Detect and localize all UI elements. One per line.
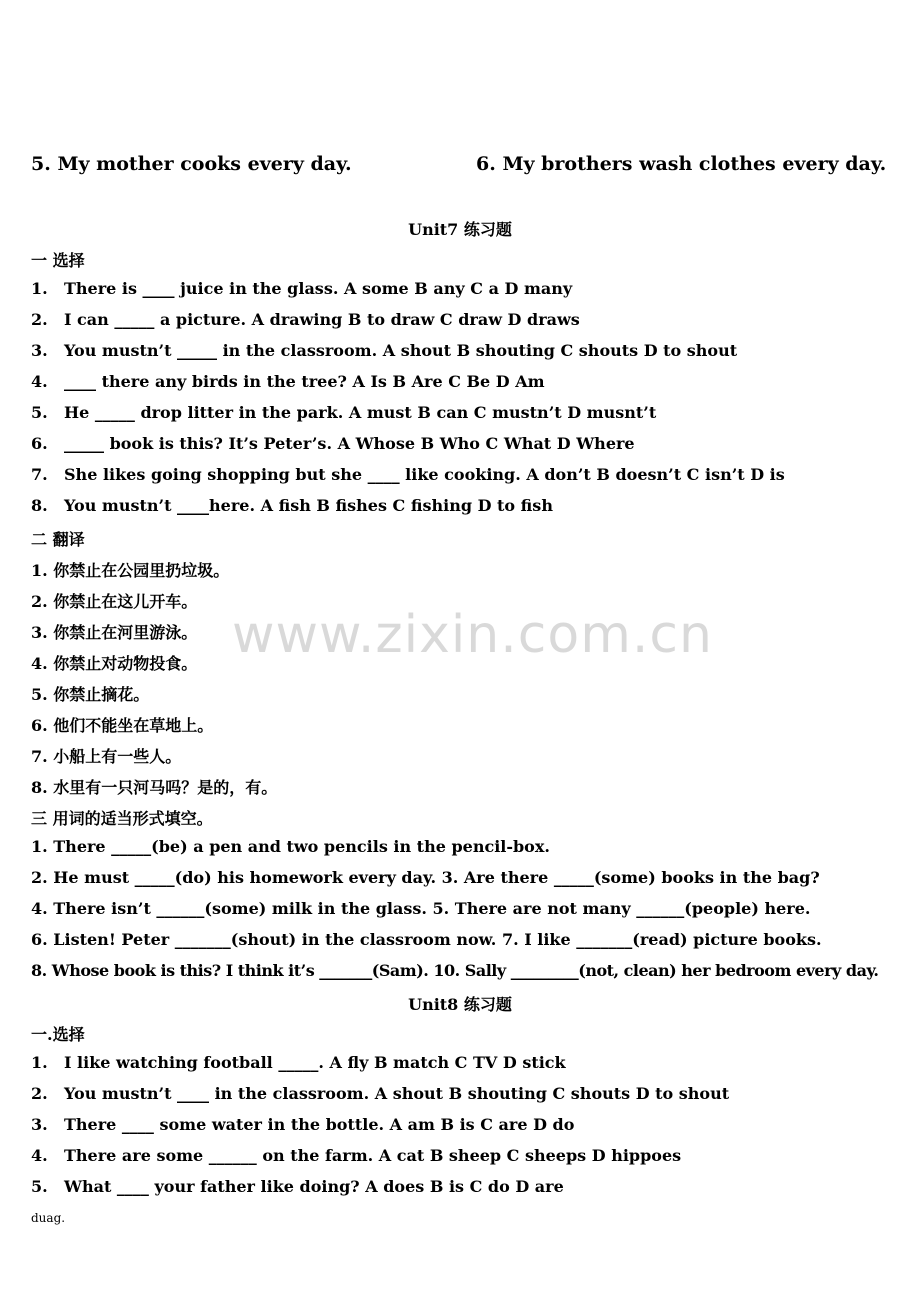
unit8-choice-5: 5. What ____ your father like doing? A does B is C do D are [31,1177,564,1196]
translation-6: 6. 他们不能坐在草地上。 [31,716,214,735]
unit7-choice-7: 7. She likes going shopping but she ____ like cooking. A don’t B doesn’t C isn’t D is [31,465,785,484]
unit7-choice-2: 2. I can _____ a picture. A drawing B to draw C draw D draws [31,310,580,329]
translation-7: 7. 小船上有一些人。 [31,747,182,766]
unit8-choice-4: 4. There are some ______ on the farm. A cat B sheep C sheeps D hippoes [31,1146,682,1165]
translation-3: 3. 你禁止在河里游泳。 [31,623,198,642]
unit8-choice-1: 1. I like watching football _____. A fly B match C TV D stick [31,1053,566,1072]
unit8-choice-2: 2. You mustn’t ____ in the classroom. A shout B shouting C shouts D to shout [31,1084,730,1103]
unit7-section2-heading: 二 翻译 [31,530,85,549]
unit7-choice-8: 8. You mustn’t ____here. A fish B fishes C fishing D to fish [31,496,553,515]
unit7-title: Unit7 练习题 [408,220,512,239]
translation-4: 4. 你禁止对动物投食。 [31,654,198,673]
unit7-choice-6: 6. _____ book is this? It’s Peter’s. A Whose B Who C What D Where [31,434,635,453]
translation-1: 1. 你禁止在公园里扔垃圾。 [31,561,230,580]
fill-blank-line-2: 2. He must _____(do) his homework every day. 3. Are there _____(some) books in the bag? [31,868,820,887]
watermark: www.zixin.com.cn [232,605,713,665]
unit8-section1-heading: 一.选择 [31,1025,85,1044]
unit8-title: Unit8 练习题 [408,995,512,1014]
unit7-choice-3: 3. You mustn’t _____ in the classroom. A shout B shouting C shouts D to shout [31,341,738,360]
unit7-section3-heading: 三 用词的适当形式填空。 [31,809,213,828]
fill-blank-line-4: 6. Listen! Peter _______(shout) in the classroom now. 7. I like _______(read) picture books. [31,930,822,949]
sentence-6: 6. My brothers wash clothes every day. [476,153,887,175]
fill-blank-line-5: 8. Whose book is this? I think it’s _______(Sam). 10. Sally _________(not, clean) her bedroom every day. [31,961,879,980]
translation-5: 5. 你禁止摘花。 [31,685,150,704]
fill-blank-line-1: 1. There _____(be) a pen and two pencils in the pencil-box. [31,837,550,856]
translation-2: 2. 你禁止在这儿开车。 [31,592,198,611]
unit7-section1-heading: 一 选择 [31,251,85,270]
unit8-choice-3: 3. There ____ some water in the bottle. A am B is C are D do [31,1115,575,1134]
unit7-choice-1: 1. There is ____ juice in the glass. A some B any C a D many [31,279,573,298]
translation-8: 8. 水里有一只河马吗？是的，有。 [31,778,278,797]
unit7-choice-4: 4. ____ there any birds in the tree? A Is B Are C Be D Am [31,372,545,391]
footer-text: duag. [31,1211,66,1225]
unit7-choice-5: 5. He _____ drop litter in the park. A must B can C mustn’t D musnt’t [31,403,657,422]
fill-blank-line-3: 4. There isn’t ______(some) milk in the glass. 5. There are not many ______(people) here. [31,899,811,918]
sentence-5: 5. My mother cooks every day. [31,153,352,175]
